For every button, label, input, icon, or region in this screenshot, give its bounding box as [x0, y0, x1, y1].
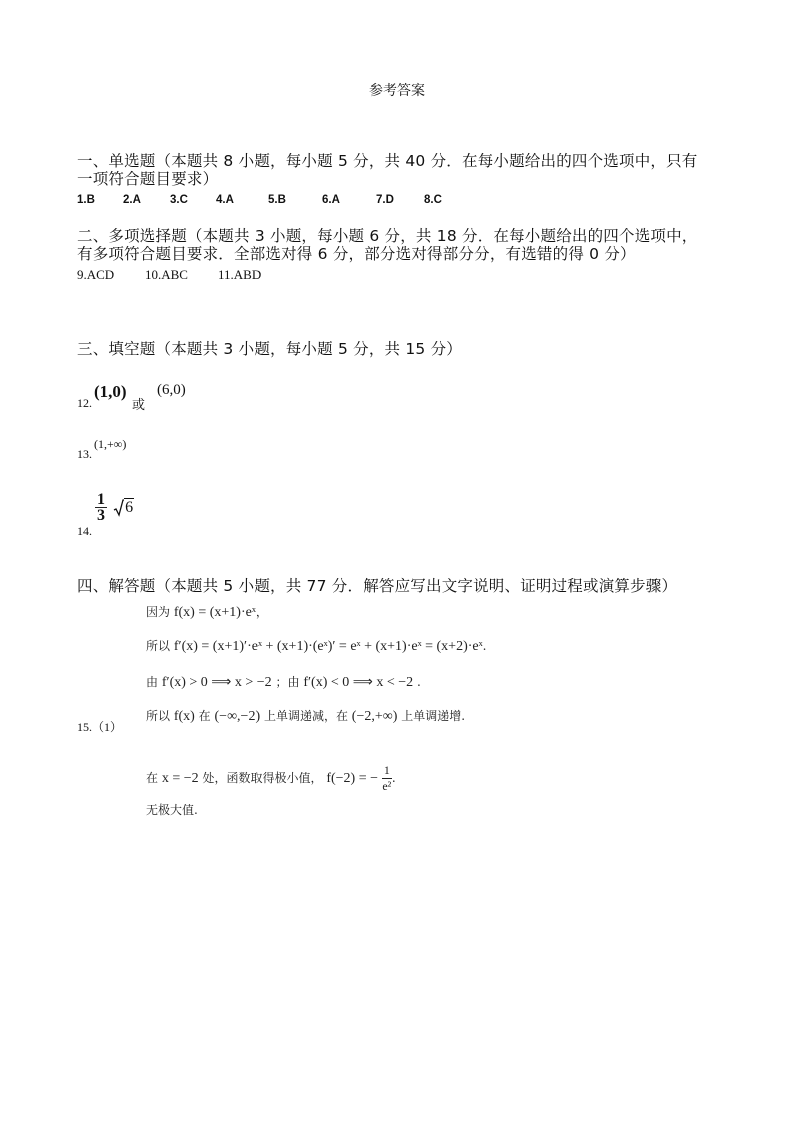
q12-label: 12.: [77, 396, 92, 410]
answer-2: 2.A: [123, 194, 141, 206]
answer-9: 9.ACD: [77, 267, 115, 282]
sol-line-5: 在 x = −2 处，函数取得极小值， f(−2) = − $\frac{1}{\text{e²}}$ .: [146, 763, 396, 793]
radical-sign-icon: [113, 499, 124, 517]
sol-line-3-math-1: f′(x) > 0 ⟹ x > −2: [161, 675, 272, 690]
q14-radicand: 6: [125, 499, 134, 517]
q14-answer: [95, 492, 134, 523]
section4-header: 四、解答题（本题共 5 小题，共 77 分．解答应写出文字说明、证明过程或演算步骤）: [77, 577, 678, 595]
q12-answer-2: (6,0): [157, 382, 186, 398]
answer-8: 8.C: [424, 194, 442, 206]
answer-3: 3.C: [170, 194, 188, 206]
q12-answer-1: (1,0): [94, 382, 127, 401]
sol-line-2-math: f′(x) = (x+1)′·eˣ + (x+1)·(eˣ)′ = eˣ + (x+1)·eˣ = (x+2)·eˣ: [173, 639, 483, 654]
q14-label: 14.: [77, 524, 92, 538]
section1-header-line1: 一、单选题（本题共 8 小题，每小题 5 分，共 40 分．在每小题给出的四个选项中，只有: [77, 152, 698, 170]
section2-header-line1: 二、多项选择题（本题共 3 小题，每小题 6 分，共 18 分．在每小题给出的四个选项中，: [77, 227, 698, 245]
sol-line-1-math: f(x) = (x+1)·eˣ: [173, 605, 256, 620]
answer-1: 1.B: [77, 194, 95, 206]
q14-denominator: 3: [97, 507, 105, 524]
q14-numerator: 1: [97, 491, 105, 508]
section2-header-line2: 有多项符合题目要求．全部选对得 6 分，部分选对得部分分，有选错的得 0 分）: [77, 245, 636, 263]
q14-sqrt: [113, 498, 134, 518]
sol-line-4: 所以 f(x) 在 (−∞,−2) 上单调递减，在 (−2,+∞) 上单调递增.: [146, 709, 466, 724]
answer-6: 6.A: [322, 194, 340, 206]
sol-line-6: 无极大值.: [146, 803, 198, 817]
answer-10: 10.ABC: [145, 267, 188, 282]
page-title: 参考答案: [369, 83, 425, 99]
sol-line-1: 因为 f(x) = (x+1)·eˣ，: [146, 605, 268, 620]
section1-header-line2: 一项符合题目要求）: [77, 170, 219, 188]
section3-header: 三、填空题（本题共 3 小题，每小题 5 分，共 15 分）: [77, 340, 463, 358]
answer-11: 11.ABD: [218, 267, 262, 282]
sol-line-2: 所以 f′(x) = (x+1)′·eˣ + (x+1)·(eˣ)′ = eˣ + (x+1)·eˣ = (x+2)·eˣ.: [146, 639, 487, 654]
answer-4: 4.A: [216, 194, 234, 206]
q13-label: 13.: [77, 447, 92, 461]
answer-5: 5.B: [268, 194, 286, 206]
sol-line-5-fraction: $\frac{1}{\text{e²}}$: [382, 763, 392, 793]
sol-line-3-math-2: f′(x) < 0 ⟹ x < −2: [303, 675, 414, 690]
sol-line-3: 由 f′(x) > 0 ⟹ x > −2 ；由 f′(x) < 0 ⟹ x < −2 .: [146, 675, 421, 690]
q13-answer: (1,+∞): [94, 437, 127, 451]
q12-or: 或: [132, 398, 146, 413]
q14-fraction: [95, 492, 107, 523]
answer-7: 7.D: [376, 194, 394, 206]
q15-label: 15.（1）: [77, 720, 123, 734]
